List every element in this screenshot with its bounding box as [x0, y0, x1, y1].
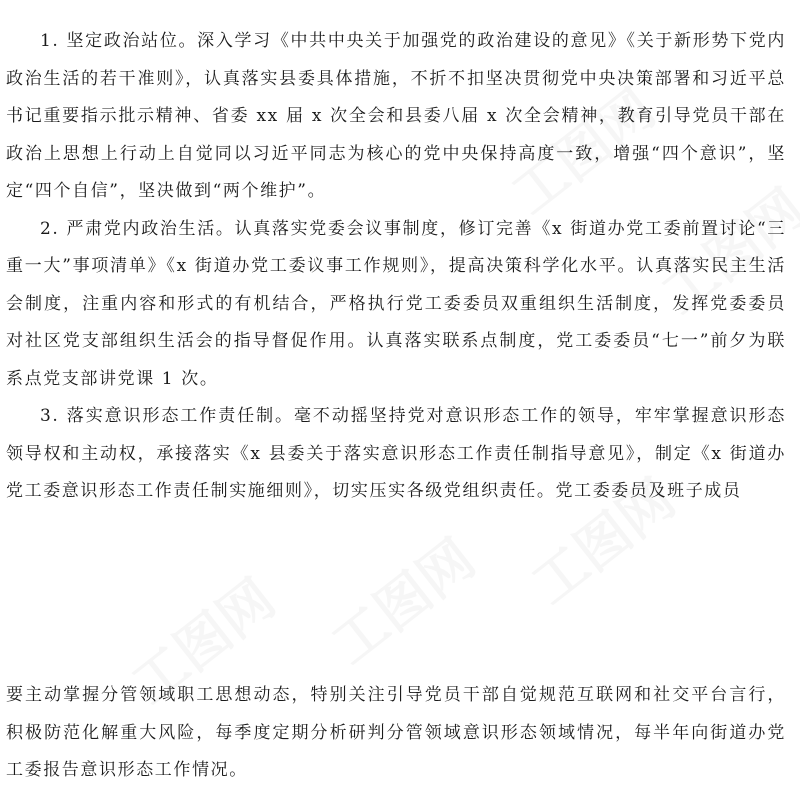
paragraph-continuation: 要主动掌握分管领域职工思想动态，特别关注引导党员干部自觉规范互联网和社交平台言行，积极防范化解重大风险，每季度定期分析研判分管领域意识形态领域情况，每半年向街道办党工委报告意识形态工作情况。 — [6, 685, 786, 780]
body-text-lower — [6, 677, 786, 790]
watermark — [313, 518, 488, 678]
paragraph-party-life: 2. 严肃党内政治生活。认真落实党委会议事制度，修订完善《x 街道办党工委前置讨论“三重一大”事项清单》《x 街道办党工委议事工作规则》，提高决策科学化水平。认真落实民主生活会制度，注重内容和形式的有机结合，严格执行党工委委员双重组织生活制度，发挥党委委员对社区党支部组织生活会的指导督促作用。认真落实联系点制度，党工委委员“七一”前夕为联系点党支部讲党课 1 次。 — [6, 218, 786, 389]
body-text-upper — [6, 23, 786, 511]
paragraph-ideology-responsibility: 3. 落实意识形态工作责任制。毫不动摇坚持党对意识形态工作的领导，牢牢掌握意识形态领导权和主动权，承接落实《x 县委关于落实意识形态工作责任制指导意见》，制定《x 街道办党工委意识形态工作责任制实施细则》，切实压实各级党组织责任。党工委委员及班子成员 — [6, 406, 786, 501]
paragraph-political-stance: 1. 坚定政治站位。深入学习《中共中央关于加强党的政治建设的意见》《关于新形势下党内政治生活的若干准则》，认真落实县委具体措施，不折不扣坚决贯彻党中央决策部署和习近平总书记重要指示批示精神、省委 xx 届 x 次全会和县委八届 x 次全会精神，教育引导党员干部在政治上思想上行动上自觉同以习近平同志为核心的党中央保持高度一致，增强“四个意识”，坚定“四个自信”，坚决做到“两个维护”。 — [6, 31, 786, 201]
